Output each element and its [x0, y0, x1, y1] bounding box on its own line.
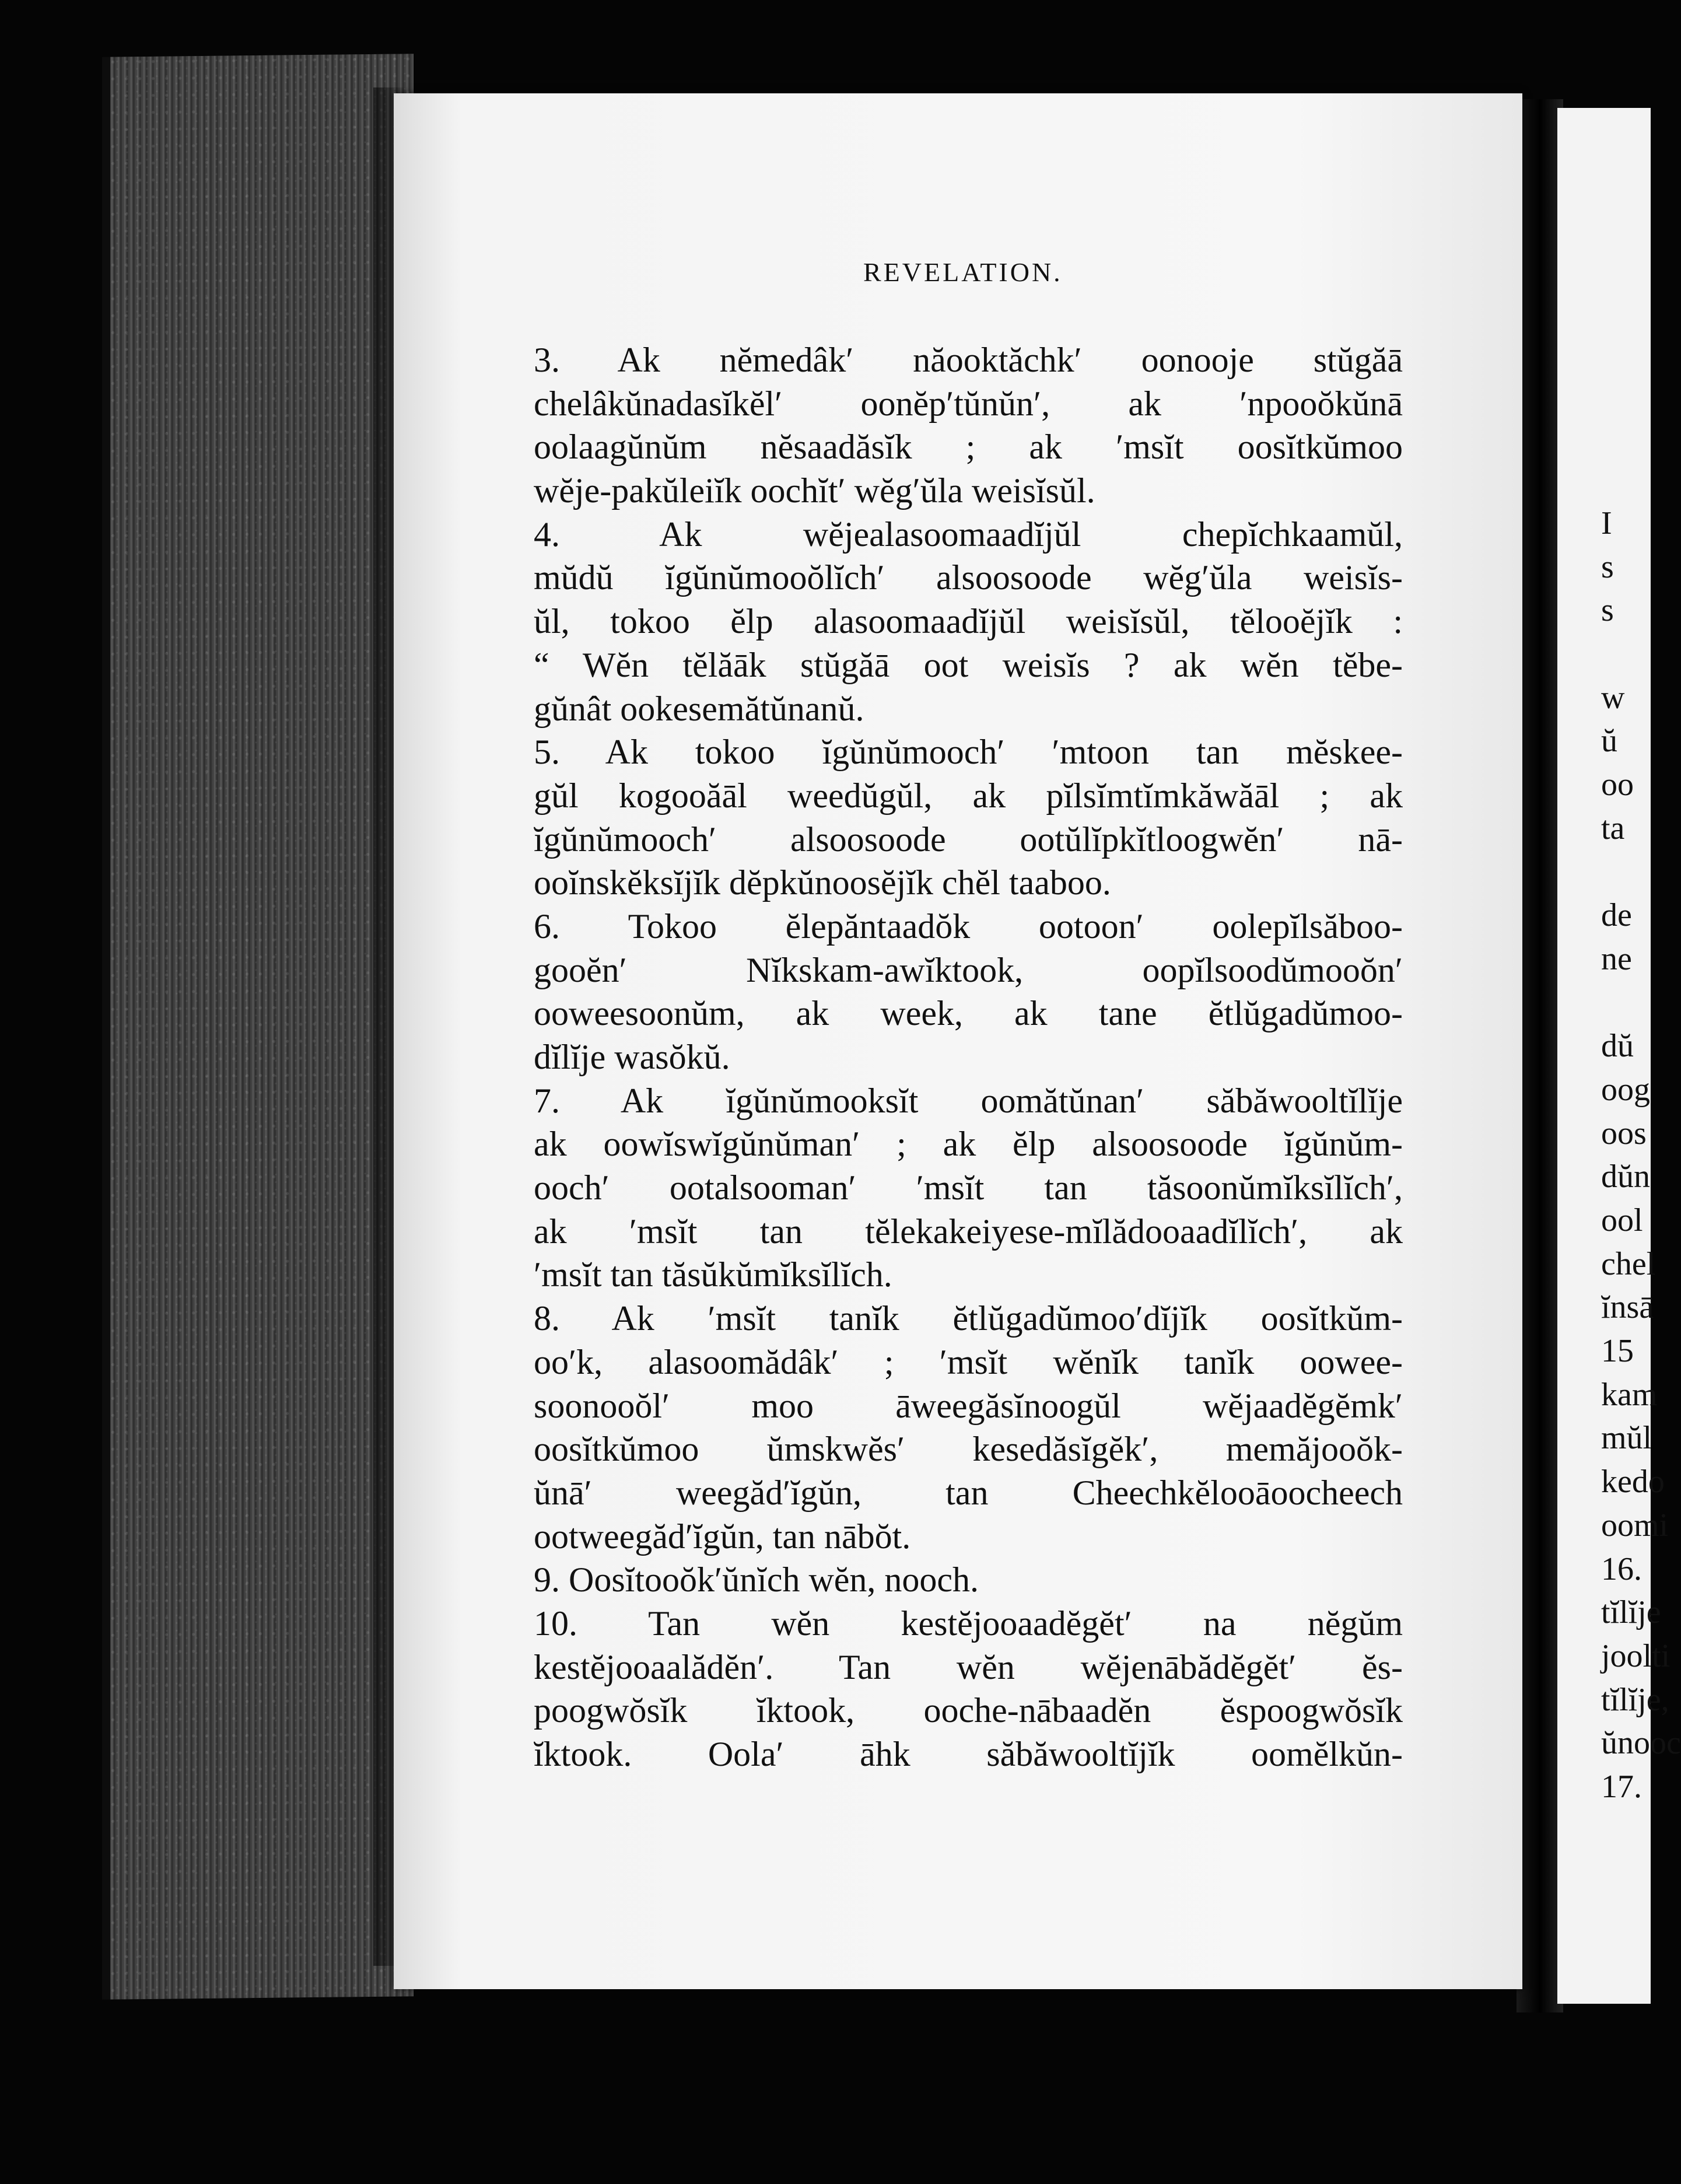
next-page-fragment: joolti	[1601, 1637, 1671, 1674]
next-page-fragment: de	[1601, 897, 1632, 934]
next-page-fragment: dŭ	[1601, 1028, 1634, 1065]
text-line: ak oowĭswĭgŭnŭman′ ; ak ĕlp alsoosoode ĭgŭnŭm-	[534, 1125, 1403, 1164]
running-head: REVELATION.	[863, 257, 1063, 287]
next-page-fragment: I	[1601, 505, 1612, 541]
next-page-fragment: kam	[1601, 1376, 1658, 1413]
next-page-fragment: chel	[1601, 1245, 1656, 1282]
text-line: 9. Oosĭtooŏk′ŭnĭch wĕn, nooch.	[534, 1560, 979, 1600]
text-line: 7. Ak ĭgŭnŭmooksĭt oomătŭnan′ săbăwooltĭlĭje	[534, 1081, 1403, 1120]
book-gutter	[1517, 99, 1563, 2013]
text-line: poogwŏsĭk ĭktook, ooche-nābaadĕn ĕspoogwŏsĭk	[534, 1691, 1403, 1730]
text-line: 10. Tan wĕn kestĕjooaadĕgĕt′ na nĕgŭm	[534, 1604, 1403, 1643]
text-line: 4. Ak wĕjealasoomaadĭjŭl chepĭchkaamŭl,	[534, 514, 1403, 554]
next-page-fragment: mŭl	[1601, 1420, 1652, 1457]
text-line: dĭlĭje wasŏkŭ.	[534, 1038, 730, 1076]
text-line: ootweegăd′ĭgŭn, tan nābŏt.	[534, 1517, 911, 1556]
text-line: chelâkŭnadasĭkĕl′ oonĕp′tŭnŭn′, ak ′npooŏkŭnā	[534, 384, 1403, 423]
text-line: oolaagŭnŭm nĕsaadăsĭk ; ak ′msĭt oosĭtkŭmoo	[534, 428, 1403, 467]
text-line: 3. Ak nĕmedâk′ năooktăchk′ oonooje stŭgăā	[534, 341, 1403, 379]
next-page-fragment	[1601, 632, 1681, 676]
next-page-fragment: s	[1601, 548, 1614, 585]
next-page-fragment: oo	[1601, 766, 1634, 803]
text-line: gooĕn′ Nĭkskam-awĭktook, oopĭlsoodŭmooŏn′	[534, 950, 1403, 989]
next-page-fragment: 15	[1601, 1333, 1634, 1370]
next-page-text-fragments	[1601, 502, 1681, 1809]
text-line: 8. Ak ′msĭt tanĭk ĕtlŭgadŭmoo′dĭjĭk oosĭtkŭm-	[534, 1299, 1403, 1338]
next-page-fragment: tĭlĭje	[1601, 1594, 1661, 1631]
text-line: ′msĭt tan tăsŭkŭmĭksĭlĭch.	[534, 1255, 892, 1294]
verse-text-block	[534, 338, 1403, 1776]
text-line: ooweesoonŭm, ak week, ak tane ĕtlŭgadŭmoo-	[534, 994, 1403, 1033]
next-page-fragment: ŭ	[1601, 723, 1617, 760]
text-line: gŭl kogooăāl weedŭgŭl, ak pĭlsĭmtĭmkăwăāl ; ak	[534, 776, 1403, 815]
next-page-fragment: oomi	[1601, 1507, 1669, 1544]
text-line: ooch′ ootalsooman′ ′msĭt tan tăsoonŭmĭksĭlĭch′,	[534, 1168, 1403, 1208]
text-line: kestĕjooaalădĕn′. Tan wĕn wĕjenābădĕgĕt′ ĕs-	[534, 1647, 1403, 1686]
next-page-fragment: kedo	[1601, 1464, 1665, 1500]
next-page-fragment: 16.	[1601, 1550, 1642, 1587]
next-page-fragment: s	[1601, 592, 1614, 629]
text-line: ĭktook. Oola′ āhk săbăwooltĭjĭk oomĕlkŭn-	[534, 1735, 1403, 1773]
next-page-fragment: ĭnsā	[1601, 1289, 1654, 1326]
text-line: ŭnā′ weegăd′ĭgŭn, tan Cheechkĕlooāoocheech	[534, 1473, 1403, 1512]
next-page-fragment: ool	[1601, 1202, 1643, 1238]
text-line: ak ′msĭt tan tĕlekakeiyese-mĭlădooaadĭlĭch′, ak	[534, 1212, 1403, 1251]
text-line: gŭnât ookesemătŭnanŭ.	[534, 689, 864, 728]
text-line: mŭdŭ ĭgŭnŭmooŏlĭch′ alsoosoode wĕg′ŭla weisĭs-	[534, 558, 1403, 597]
text-line: ĭgŭnŭmooch′ alsoosoode ootŭlĭpkĭtloogwĕn′ nā-	[534, 820, 1403, 859]
text-line: 5. Ak tokoo ĭgŭnŭmooch′ ′mtoon tan mĕskee-	[534, 733, 1403, 772]
book-page-edges	[102, 54, 414, 2000]
next-page-fragment: 17.	[1601, 1768, 1642, 1805]
text-line: ŭl, tokoo ĕlp alasoomaadĭjŭl weisĭsŭl, tĕlooĕjĭk :	[534, 602, 1403, 641]
next-page-fragment	[1601, 850, 1681, 894]
text-line: ooĭnskĕksĭjĭk dĕpkŭnoosĕjĭk chĕl taaboo.	[534, 863, 1111, 902]
next-page-fragment: oos	[1601, 1115, 1647, 1152]
next-page-fragment: tĭlĭje,	[1601, 1681, 1669, 1718]
next-page-fragment: ŭnooc	[1601, 1725, 1681, 1762]
text-line: “ Wĕn tĕlăāk stŭgăā oot weisĭs ? ak wĕn tĕbe-	[534, 645, 1403, 684]
text-line: 6. Tokoo ĕlepăntaadŏk ootoon′ oolepĭlsăboo-	[534, 907, 1403, 946]
next-page-fragment: oog	[1601, 1071, 1650, 1108]
next-page-fragment	[1601, 981, 1681, 1025]
text-line: wĕje-pakŭleiĭk oochĭt′ wĕg′ŭla weisĭsŭl.	[534, 471, 1095, 510]
next-page-fragment: dŭn	[1601, 1158, 1650, 1195]
next-page-fragment: ta	[1601, 810, 1625, 846]
text-line: soonooŏl′ moo āweegăsĭnoogŭl wĕjaadĕgĕmk′	[534, 1386, 1403, 1425]
next-page-fragment: w	[1601, 679, 1625, 716]
text-line: oo′k, alasoomădâk′ ; ′msĭt wĕnĭk tanĭk oowee-	[534, 1342, 1403, 1381]
next-page-fragment: ne	[1601, 940, 1632, 977]
text-line: oosĭtkŭmoo ŭmskwĕs′ kesedăsĭgĕk′, memăjooŏk-	[534, 1430, 1403, 1469]
